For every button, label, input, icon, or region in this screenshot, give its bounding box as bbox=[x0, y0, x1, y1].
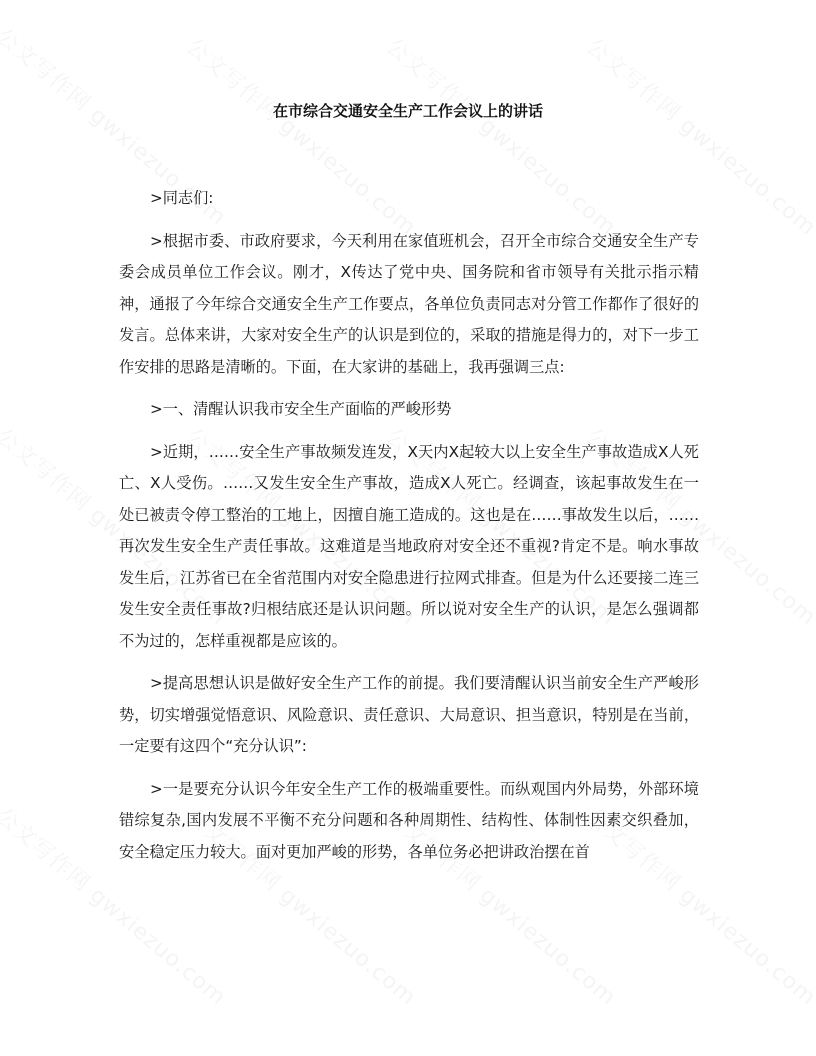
document-body bbox=[119, 183, 699, 879]
paragraph-first-point: >一是要充分认识今年安全生产工作的极端重要性。而纵观国内外局势，外部环境错综复杂,国内发展不平衡不充分问题和各种周期性、结构性、体制性因素交织叠加，安全稳定压力较大。面对更加严峻的形势，各单位务必把讲政治摆在首 bbox=[119, 779, 699, 861]
paragraph-greeting: >同志们: bbox=[150, 189, 214, 207]
paragraph-awareness: >提高思想认识是做好安全生产工作的前提。我们要清醒认识当前安全生产严峻形势，切实增强觉悟意识、风险意识、责任意识、大局意识、担当意识，特别是在当前，一定要有这四个“充分认识”: bbox=[119, 674, 699, 755]
document-title: 在市综合交通安全生产工作会议上的讲话 bbox=[272, 102, 543, 120]
paragraph-recent-accidents: >近期，……安全生产事故频发连发，X天内X起较大以上安全生产事故造成X人死亡、X人受伤。……又发生安全生产事故，造成X人死亡。经调查，该起事故发生在一处已被责令停工整治的工地上，因擅自施工造成的。这也是在……事故发生以后，……再次发生安全生产责任事故。这难道是当地政府对安全还不重视?肯定不是。响水事故发生后，江苏省已在全省范围内对安全隐患进行拉网式排查。但是为什么还要接二连三发生安全责任事故?归根结底还是认识问题。所以说对安全生产的认识，是怎么强调都不为过的，怎样重视都是应该的。 bbox=[119, 442, 699, 650]
section-heading-one: >一、清醒认识我市安全生产面临的严峻形势 bbox=[150, 400, 452, 418]
paragraph-opening: >根据市委、市政府要求，今天利用在家值班机会，召开全市综合交通安全生产专委会成员单位工作会议。刚才，X传达了党中央、国务院和省市领导有关批示指示精神，通报了今年综合交通安全生产工作要点，各单位负责同志对分管工作都作了很好的发言。总体来讲，大家对安全生产的认识是到位的，采取的措施是得力的，对下一步工作安排的思路是清晰的。下面，在大家讲的基础上，我再强调三点: bbox=[119, 231, 699, 376]
